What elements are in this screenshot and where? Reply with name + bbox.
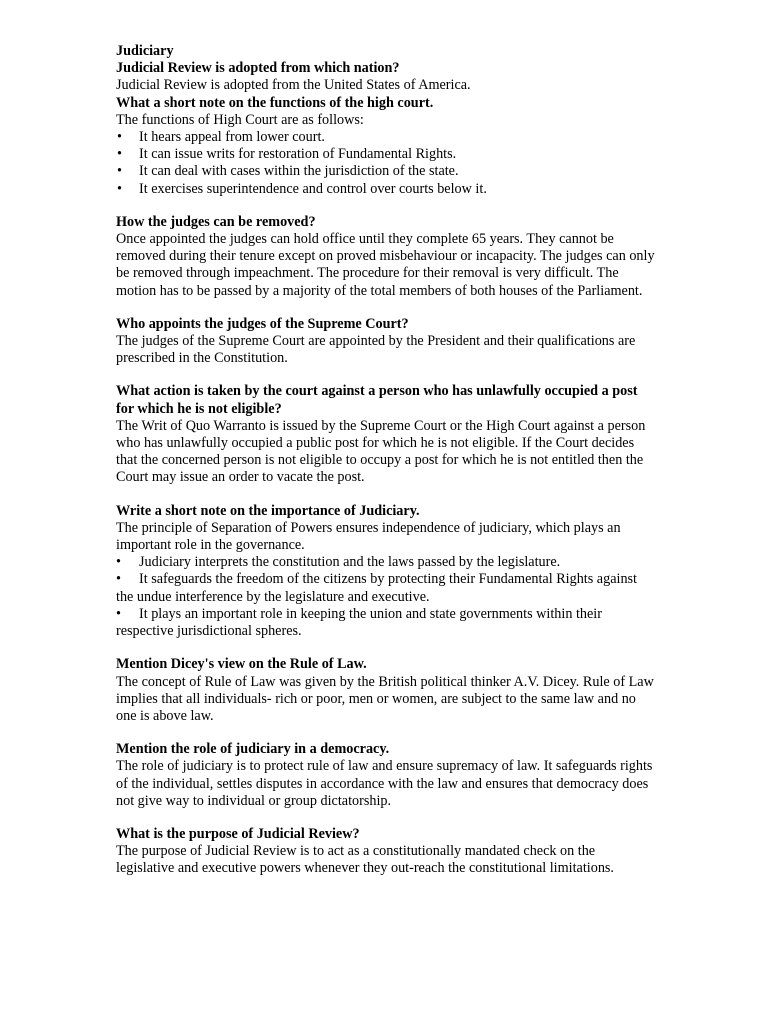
question-supreme-court-appointment: Who appoints the judges of the Supreme Court? [116, 315, 409, 332]
list-item: • It can issue writs for restoration of Fundamental Rights. [116, 146, 656, 163]
list-item: • It hears appeal from lower court. [116, 129, 656, 146]
question-judiciary-in-democracy: Mention the role of judiciary in a democracy. [116, 741, 390, 758]
answer-judicial-review-origin: Judicial Review is adopted from the United States of America. [116, 77, 471, 94]
answer-unlawful-occupation: The Writ of Quo Warranto is issued by the Supreme Court or the High Court against a person who has unlawfully occupied a public post for which he is not eligible. If the Court decides that the concerned person is not eligible to occupy a post for which he is not entitled then the Court may issue an order to vacate the post. [116, 417, 646, 486]
question-importance-of-judiciary: Write a short note on the importance of Judiciary. [116, 502, 420, 519]
bullet-icon: • [116, 554, 121, 571]
high-court-functions-intro: The functions of High Court are as follows: [116, 111, 364, 128]
bullet-icon: • [116, 605, 121, 622]
high-court-functions-list [116, 129, 656, 198]
question-judicial-review-origin: Judicial Review is adopted from which nation? [116, 60, 400, 77]
answer-dicey-rule-of-law: The concept of Rule of Law was given by the British political thinker A.V. Dicey. Rule of Law implies that all individuals- rich or poor, men or women, are subject to the same law and no one is above law. [116, 673, 654, 724]
answer-judiciary-in-democracy: The role of judiciary is to protect rule of law and ensure supremacy of law. It safeguards rights of the individual, settles disputes in accordance with the law and ensures that democracy does not give way to individual or group dictatorship. [116, 758, 653, 809]
document-page [116, 43, 656, 878]
answer-judges-removal: Once appointed the judges can hold office until they complete 65 years. They cannot be removed during their tenure except on proved misbehaviour or incapacity. The judges can only be removed through impeachment. The procedure for their removal is very difficult. The motion has to be passed by a majority of the total members of both houses of the Parliament. [116, 231, 655, 299]
spacer [116, 300, 656, 316]
bullet-icon: • [116, 571, 121, 588]
list-item: • It safeguards the freedom of the citizens by protecting their Fundamental Rights against the undue interference by the legislature and executive. [116, 571, 637, 605]
answer-supreme-court-appointment: The judges of the Supreme Court are appointed by the President and their qualifications are prescribed in the Constitution. [116, 333, 636, 367]
list-item: • It plays an important role in keeping the union and state governments within their respective jurisdictional spheres. [116, 605, 602, 640]
spacer [116, 487, 656, 503]
question-purpose-of-judicial-review: What is the purpose of Judicial Review? [116, 825, 360, 842]
list-item: • Judiciary interprets the constitution and the laws passed by the legislature. [116, 554, 561, 571]
spacer [116, 198, 656, 214]
list-item: • It can deal with cases within the jurisdiction of the state. [116, 163, 656, 180]
spacer [116, 725, 656, 741]
importance-of-judiciary-intro: The principle of Separation of Powers ensures independence of judiciary, which plays an important role in the governance. [116, 519, 621, 554]
question-dicey-rule-of-law: Mention Dicey's view on the Rule of Law. [116, 656, 367, 673]
spacer [116, 810, 656, 826]
document-title: Judiciary [116, 43, 174, 59]
spacer [116, 367, 656, 383]
question-high-court-functions: What a short note on the functions of the high court. [116, 94, 434, 111]
question-judges-removal: How the judges can be removed? [116, 213, 316, 230]
spacer [116, 640, 656, 656]
list-item: • It exercises superintendence and control over courts below it. [116, 181, 656, 198]
question-unlawful-occupation: What action is taken by the court against a person who has unlawfully occupied a post for which he is not eligible? [116, 383, 638, 417]
answer-purpose-of-judicial-review: The purpose of Judicial Review is to act as a constitutionally mandated check on the legislative and executive powers whenever they out-reach the constitutional limitations. [116, 843, 614, 877]
